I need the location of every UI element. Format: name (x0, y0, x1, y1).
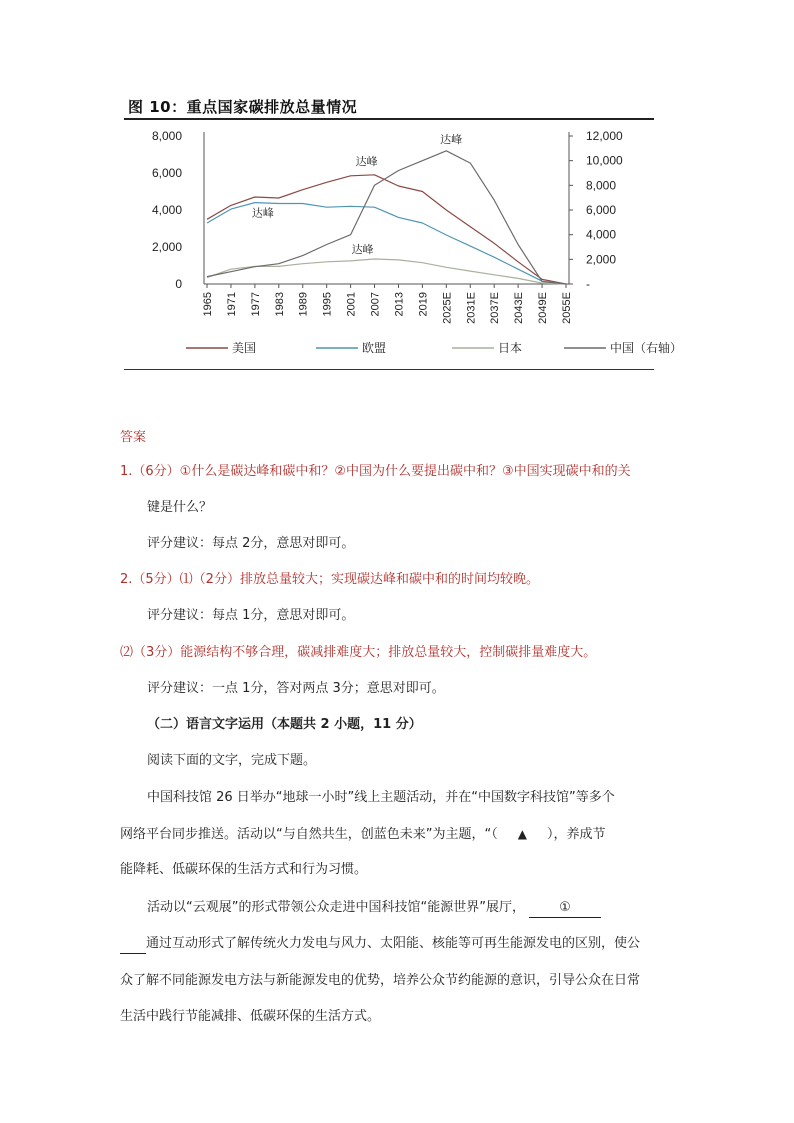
y-right-tick-label: 12,000 (586, 129, 623, 143)
answer-1-grading: 评分建议：每点 2分，意思对即可。 (147, 536, 355, 551)
y-left-tick-label: 0 (175, 277, 182, 291)
x-tick-label: 1995 (321, 292, 334, 317)
x-tick-label: 2025E (441, 292, 454, 324)
answer-2-grading-2: 评分建议：一点 1分，答对两点 3分；意思对即可。 (147, 681, 445, 696)
passage-1-line-2-end: ），养成节 (546, 827, 606, 842)
peak-annotation: 达峰 (440, 133, 463, 147)
triangle-placeholder-icon: ▲ (517, 827, 527, 841)
y-left-tick-label: 6,000 (151, 166, 182, 180)
passage-1-line-3: 能降耗、低碳环保的生活方式和行为习惯。 (120, 862, 368, 877)
answer-1-line-1: 1.（6分）①什么是碳达峰和碳中和？②中国为什么要提出碳中和？③中国实现碳中和的关 (120, 464, 631, 479)
answers-heading: 答案 (120, 430, 147, 445)
x-tick-label: 2055E (561, 292, 573, 324)
x-tick-label: 1977 (249, 292, 262, 317)
legend-label: 欧盟 (362, 341, 387, 355)
x-tick-label: 2007 (369, 292, 382, 317)
x-tick-label: 1983 (273, 292, 286, 317)
passage-2-line-1-text: 活动以“云观展”的形式带领公众走进中国科技馆“能源世界”展厅， (147, 900, 525, 915)
legend-label: 美国 (232, 341, 257, 355)
answer-2-part-1: 2.（5分）⑴（2分）排放总量较大；实现碳达峰和碳中和的时间均较晚。 (120, 572, 539, 587)
y-right-tick-label: 4,000 (586, 227, 617, 242)
series-line-日本 (207, 259, 566, 284)
blank-1-continuation (120, 953, 146, 954)
x-tick-label: 2001 (345, 292, 358, 317)
x-tick-label: 2031E (465, 292, 478, 324)
y-right-tick-label: 6,000 (586, 203, 617, 217)
legend-label: 中国（右轴） (610, 341, 683, 355)
figure-title: 图 10：重点国家碳排放总量情况 (128, 98, 358, 116)
section-2-heading: （二）语言文字运用（本题共 2 小题，11 分） (147, 717, 422, 732)
series-line-美国 (207, 175, 566, 284)
blank-1-label: ① (559, 900, 571, 915)
x-tick-label: 1965 (202, 292, 214, 317)
blank-1 (529, 899, 601, 918)
section-2-instruction: 阅读下面的文字，完成下题。 (147, 753, 317, 768)
passage-1-line-2 (120, 824, 605, 845)
passage-1-line-1: 中国科技馆 26 日举办“地球一小时”线上主题活动，并在“中国数字科技馆”等多个 (147, 790, 615, 805)
x-tick-label: 2037E (489, 292, 502, 324)
emissions-chart (124, 120, 683, 370)
passage-2-line-2 (120, 934, 640, 954)
passage-2-line-2-text: 通过互动形式了解传统火力发电与风力、太阳能、核能等可再生能源发电的区别，使公 (146, 936, 641, 951)
y-right-tick-label: 2,000 (586, 252, 617, 267)
passage-2-line-1 (147, 898, 601, 918)
x-tick-label: 2013 (393, 292, 406, 317)
peak-annotation: 达峰 (251, 206, 274, 220)
y-right-tick-label: 8,000 (586, 178, 617, 193)
figure-bottom-rule (124, 369, 654, 370)
x-tick-label: 2019 (417, 292, 430, 317)
y-left-tick-label: 2,000 (151, 240, 182, 254)
x-tick-label: 2049E (537, 292, 550, 324)
peak-annotation: 达峰 (355, 155, 378, 168)
y-left-tick-label: 4,000 (151, 203, 182, 217)
y-right-tick-label: - (586, 277, 590, 291)
y-right-tick-label: 10,000 (586, 153, 623, 168)
peak-annotation: 达峰 (351, 243, 374, 257)
passage-2-line-3: 众了解不同能源发电方法与新能源发电的优势，培养公众节约能源的意识，引导公众在日常 (120, 973, 641, 988)
x-tick-label: 1989 (297, 292, 310, 317)
answer-2-part-2: ⑵（3分）能源结构不够合理，碳减排难度大；排放总量较大，控制碳排量难度大。 (120, 645, 597, 660)
x-tick-label: 1971 (225, 292, 238, 317)
answer-1-line-2: 键是什么？ (147, 500, 213, 515)
legend-label: 日本 (498, 341, 523, 355)
y-left-tick-label: 8,000 (151, 129, 182, 143)
x-tick-label: 2043E (513, 292, 526, 324)
answer-2-grading-1: 评分建议：每点 1分，意思对即可。 (147, 608, 355, 623)
passage-1-line-2-start: 网络平台同步推送。活动以“与自然共生，创蓝色未来”为主题，“（ (120, 827, 498, 842)
passage-2-line-4: 生活中践行节能减排、低碳环保的生活方式。 (120, 1009, 381, 1024)
